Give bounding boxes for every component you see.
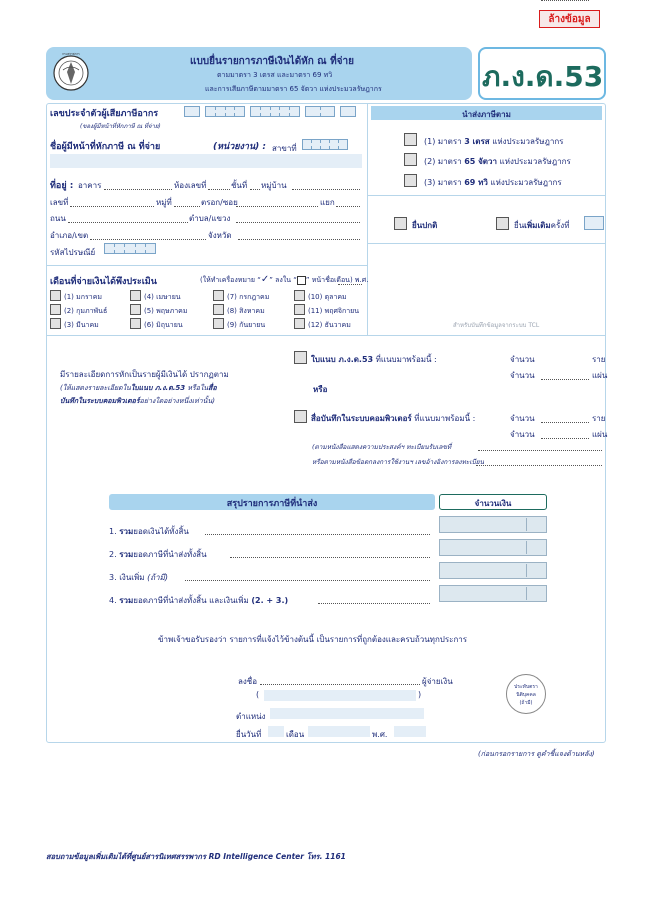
summary-leader-1	[205, 534, 430, 535]
sheet-pages-input[interactable]	[541, 379, 589, 380]
tax-id-input-3[interactable]	[250, 106, 300, 117]
form-code: ภ.ง.ด.53	[482, 60, 604, 93]
position-input[interactable]	[270, 708, 424, 719]
junction-label: แยก	[320, 198, 335, 207]
floor-label: ชั้นที่	[231, 181, 248, 190]
agent-name-unit: (หน่วยงาน) :	[213, 142, 266, 152]
province-label: จังหวัด	[208, 231, 232, 240]
payer-label: ผู้จ่ายเงิน	[422, 677, 453, 686]
moo-input[interactable]	[174, 206, 200, 207]
moo-label: หมู่ที่	[156, 198, 172, 207]
unit-person-1: ราย	[592, 355, 606, 364]
month-item-6: (6) มิถุนายน	[144, 321, 183, 329]
village-input[interactable]	[292, 189, 360, 190]
media-count-label-persons: จำนวน	[510, 414, 535, 423]
junction-input[interactable]	[336, 206, 360, 207]
summary-row-2: 2. รวมยอดภาษีที่นำส่งทั้งสิ้น	[109, 550, 207, 559]
month-checkbox-9[interactable]	[213, 318, 224, 329]
seal-text: กรมสรรพากร	[62, 52, 80, 56]
sheet-count-label-persons: จำนวน	[510, 355, 535, 364]
or-label: หรือ	[313, 385, 328, 394]
attach-note-2: บันทึกในระบบคอมพิวเตอร์อย่างใดอย่างหนึ่งเท่านั้น)	[60, 397, 215, 405]
summary-heading: สรุปรายการภาษีที่นำส่ง	[226, 499, 318, 509]
sheet-persons-input[interactable]	[541, 0, 589, 1]
media-note-2: หรือตามหนังสือข้อตกลงการใช้งานฯ เลขอ้างอิงการลงทะเบียน	[312, 458, 484, 466]
open-paren: (	[256, 690, 260, 699]
subdistrict-input[interactable]	[236, 222, 360, 223]
summary-row-1: 1. รวมยอดเงินได้ทั้งสิ้น	[109, 527, 189, 536]
option-attachment-sheet: ใบแนบ ภ.ง.ด.53 ที่แนบมาพร้อมนี้ :	[311, 355, 437, 364]
agent-name-input[interactable]	[50, 154, 362, 168]
filed-day-label: ยื่นวันที่	[236, 730, 262, 739]
media-persons-input[interactable]	[541, 422, 589, 423]
right-mid-divider1	[367, 195, 606, 196]
branch-label: สาขาที่	[272, 144, 297, 153]
surcharge-input[interactable]	[439, 562, 547, 579]
sheet-count-label-pages: จำนวน	[510, 371, 535, 380]
attach-note-1: (ให้แสดงรายละเอียดในใบแนบ ภ.ง.ด.53 หรือในสื่อ	[60, 384, 217, 392]
unit-person-2: ราย	[592, 414, 606, 423]
right-heading: นำส่งภาษีตาม	[462, 110, 511, 119]
form-subtitle-1: ตามมาตรา 3 เตรส และมาตรา 69 ทวิ	[217, 71, 333, 79]
building-label: อาคาร	[78, 181, 102, 190]
media-registration-input[interactable]	[478, 450, 602, 451]
media-note-1: (ตามหนังสือแสดงความประสงค์ฯ ทะเบียนรับเลขที่	[312, 443, 452, 451]
month-checkbox-3[interactable]	[50, 318, 61, 329]
month-note: (ให้ทำเครื่องหมาย “✓” ลงใน “ ” หน้าชื่อเดือน) พ.ศ.	[200, 274, 369, 285]
section-item-1: (1) มาตรา 3 เตรส แห่งประมวลรัษฎากร	[424, 137, 564, 146]
section-65-quater-checkbox[interactable]	[404, 153, 417, 166]
month-item-10: (10) ตุลาคม	[308, 293, 347, 301]
address-label: ที่อยู่ :	[50, 181, 74, 191]
section-item-3: (3) มาตรา 69 ทวิ แห่งประมวลรัษฎากร	[424, 178, 562, 187]
total-income-input[interactable]	[439, 516, 547, 533]
agent-name-label: ชื่อผู้มีหน้าที่หักภาษี ณ ที่จ่าย	[50, 142, 161, 152]
section-3-terdecim-checkbox[interactable]	[404, 133, 417, 146]
month-item-12: (12) ธันวาคม	[308, 321, 351, 329]
month-item-7: (7) กรกฎาคม	[227, 293, 270, 301]
road-input[interactable]	[68, 222, 188, 223]
month-checkbox-8[interactable]	[213, 304, 224, 315]
additional-filing-checkbox[interactable]	[496, 217, 509, 230]
village-label: หมู่บ้าน	[261, 181, 287, 190]
postcode-input[interactable]	[104, 243, 156, 254]
stamp-text-2: นิติบุคคล	[516, 692, 536, 698]
room-label: ห้องเลขที่	[174, 181, 207, 190]
section-69-bis-checkbox[interactable]	[404, 174, 417, 187]
computer-media-checkbox[interactable]	[294, 410, 307, 423]
month-checkbox-7[interactable]	[213, 290, 224, 301]
footer-contact: สอบถามข้อมูลเพิ่มเติมได้ที่ศูนย์สารนิเทศสรรพากร RD Intelligence Center โทร. 1161	[46, 852, 346, 861]
close-paren: )	[418, 690, 422, 699]
attach-intro: มีรายละเอียดการหักเป็นรายผู้มีเงินได้ ปรากฏตาม	[60, 370, 229, 379]
tax-id-label: เลขประจำตัวผู้เสียภาษีอากร	[50, 109, 159, 119]
form-title: แบบยื่นรายการภาษีเงินได้หัก ณ ที่จ่าย	[190, 56, 354, 67]
grand-total-input[interactable]	[439, 585, 547, 602]
subdistrict-label: ตำบล/แขวง	[189, 214, 231, 223]
media-count-label-pages: จำนวน	[510, 430, 535, 439]
filed-day-input[interactable]	[268, 726, 284, 737]
sign-label: ลงชื่อ	[238, 677, 258, 686]
month-item-8: (8) สิงหาคม	[227, 307, 265, 315]
position-label: ตำแหน่ง	[236, 712, 266, 721]
summary-row-3: 3. เงินเพิ่ม (ถ้ามี)	[109, 573, 168, 582]
officer-note: สำหรับบันทึกข้อมูลจากระบบ TCL	[453, 322, 540, 329]
month-label: เดือนที่จ่ายเงินได้พึงประเมิน	[50, 277, 157, 287]
attachment-sheet-checkbox[interactable]	[294, 351, 307, 364]
filed-year-input[interactable]	[394, 726, 426, 737]
revenue-department-seal	[52, 52, 90, 94]
district-input[interactable]	[90, 239, 206, 240]
branch-input[interactable]	[302, 139, 348, 150]
month-item-9: (9) กันยายน	[227, 321, 266, 329]
clear-data-button[interactable]: ล้างข้อมูล	[539, 10, 600, 28]
additional-times-input[interactable]	[584, 216, 604, 230]
summary-leader-4	[318, 603, 430, 604]
tax-id-note: (ของผู้มีหน้าที่หักภาษี ณ ที่จ่าย)	[80, 123, 161, 130]
stamp-text-1: ประทับตรา	[514, 684, 538, 690]
normal-filing-label: ยื่นปกติ	[412, 221, 438, 230]
right-panel-divider	[367, 103, 368, 335]
soi-label: ตรอก/ซอย	[201, 198, 238, 207]
road-label: ถนน	[50, 214, 66, 223]
top-section-bottom-divider	[46, 335, 606, 336]
total-tax-input[interactable]	[439, 539, 547, 556]
month-year-input[interactable]	[338, 284, 362, 285]
media-reference-input[interactable]	[476, 465, 602, 466]
footnote: (ก่อนกรอกรายการ ดูคำชี้แจงด้านหลัง)	[478, 750, 595, 758]
month-checkbox-2[interactable]	[50, 304, 61, 315]
unit-sheet-1: แผ่น	[592, 371, 608, 380]
month-checkbox-12[interactable]	[294, 318, 305, 329]
filed-month-label: เดือน	[286, 730, 305, 739]
tax-id-input-2[interactable]	[205, 106, 245, 117]
province-input[interactable]	[238, 239, 360, 240]
summary-row-4: 4. รวมยอดภาษีที่นำส่งทั้งสิ้น และเงินเพิ่ม (2. + 3.)	[109, 596, 289, 605]
district-label: อำเภอ/เขต	[50, 231, 89, 240]
month-checkbox-10[interactable]	[294, 290, 305, 301]
normal-filing-checkbox[interactable]	[394, 217, 407, 230]
signer-name-input[interactable]	[264, 690, 416, 701]
stamp-text-3: (ถ้ามี)	[519, 700, 533, 706]
checkmark-icon: ✓	[260, 274, 270, 285]
form-subtitle-2: และการเสียภาษีตามมาตรา 65 จัตวา แห่งประมวลรัษฎากร	[205, 85, 382, 93]
room-input[interactable]	[208, 189, 230, 190]
soi-input[interactable]	[236, 206, 318, 207]
month-checkbox-4[interactable]	[130, 290, 141, 301]
postcode-label: รหัสไปรษณีย์	[50, 248, 96, 257]
unit-sheet-2: แผ่น	[592, 430, 608, 439]
filed-year-label: พ.ศ.	[372, 730, 388, 739]
additional-filing-label: ยื่นเพิ่มเติมครั้งที่	[514, 221, 570, 230]
empty-box-icon	[297, 276, 306, 285]
number-input[interactable]	[70, 206, 154, 207]
month-item-3: (3) มีนาคม	[64, 321, 99, 329]
month-checkbox-11[interactable]	[294, 304, 305, 315]
left-mid-divider	[46, 265, 367, 266]
month-item-5: (5) พฤษภาคม	[144, 307, 188, 315]
number-label: เลขที่	[50, 198, 69, 207]
month-item-4: (4) เมษายน	[144, 293, 181, 301]
month-item-11: (11) พฤศจิกายน	[308, 307, 360, 315]
month-item-2: (2) กุมภาพันธ์	[64, 307, 108, 315]
certify-statement: ข้าพเจ้าขอรับรองว่า รายการที่แจ้งไว้ข้างต้นนี้ เป็นรายการที่ถูกต้องและครบถ้วนทุกประการ	[158, 635, 468, 644]
month-checkbox-1[interactable]	[50, 290, 61, 301]
filed-month-input[interactable]	[308, 726, 370, 737]
amount-heading: จำนวนเงิน	[474, 499, 512, 508]
option-computer-media: สื่อบันทึกในระบบคอมพิวเตอร์ ที่แนบมาพร้อมนี้ :	[311, 414, 476, 423]
tax-id-input-1[interactable]	[184, 106, 200, 117]
floor-input[interactable]	[250, 189, 260, 190]
signature-input[interactable]	[260, 684, 420, 685]
right-mid-divider2	[367, 243, 606, 244]
summary-leader-3	[185, 580, 430, 581]
tax-id-input-5[interactable]	[340, 106, 356, 117]
section-item-2: (2) มาตรา 65 จัตวา แห่งประมวลรัษฎากร	[424, 157, 571, 166]
month-checkbox-5[interactable]	[130, 304, 141, 315]
summary-leader-2	[230, 557, 430, 558]
tax-id-input-4[interactable]	[305, 106, 335, 117]
month-checkbox-6[interactable]	[130, 318, 141, 329]
building-input[interactable]	[104, 189, 172, 190]
media-pages-input[interactable]	[541, 438, 589, 439]
month-item-1: (1) มกราคม	[64, 293, 102, 301]
